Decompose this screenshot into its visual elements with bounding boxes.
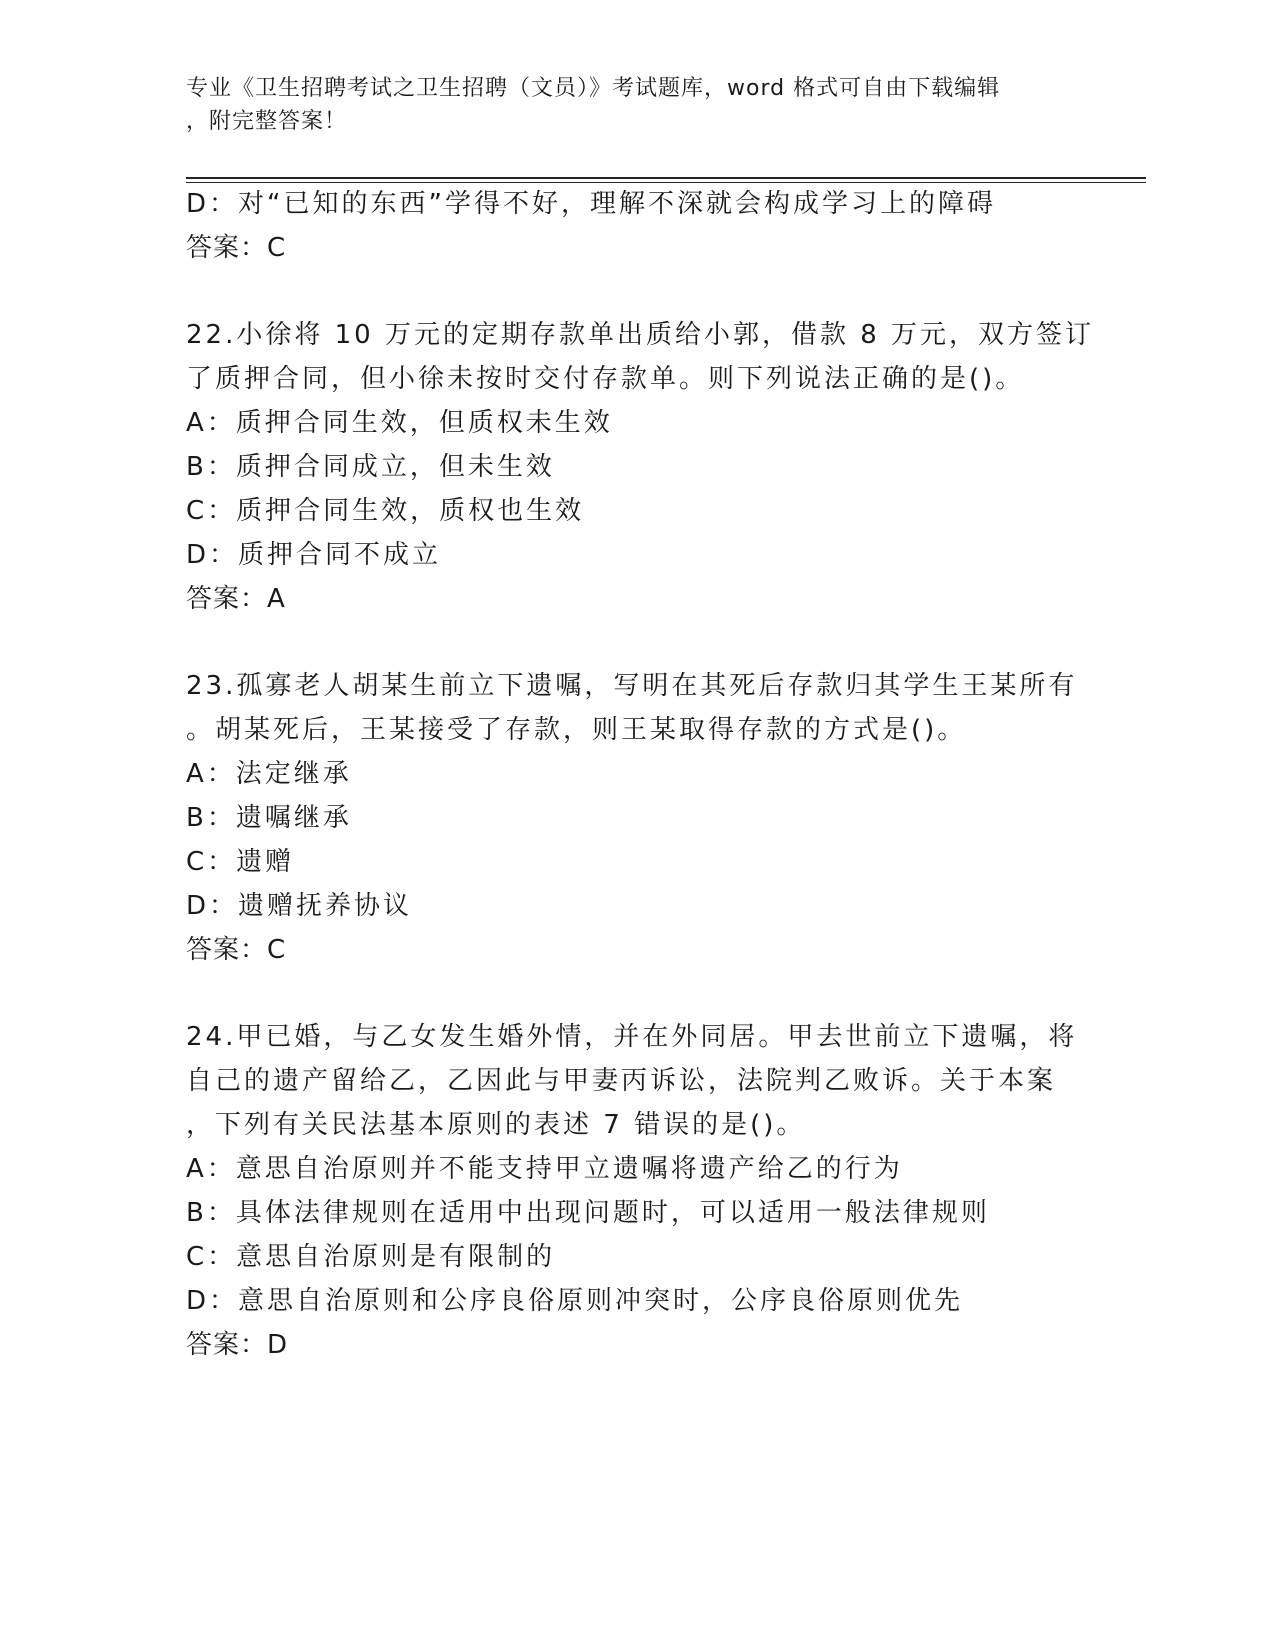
q24-stem-line-1: 24.甲已婚，与乙女发生婚外情，并在外同居。甲去世前立下遗嘱，将 <box>186 1022 1078 1052</box>
header-rule-thin <box>186 182 1146 183</box>
q22-stem-line-1: 22.小徐将 10 万元的定期存款单出质给小郭，借款 8 万元，双方签订 <box>186 320 1095 350</box>
header-line-1: 专业《卫生招聘考试之卫生招聘（文员）》考试题库，word 格式可自由下载编辑 <box>186 76 1001 101</box>
prev-option-d: D：对“已知的东西”学得不好，理解不深就会构成学习上的障碍 <box>186 189 996 219</box>
q22-option-d: D：质押合同不成立 <box>186 540 442 570</box>
header-line-2: ，附完整答案！ <box>186 109 348 134</box>
q22-option-a: A：质押合同生效，但质权未生效 <box>186 408 613 438</box>
header-rule-thick <box>186 177 1146 179</box>
prev-answer: 答案：C <box>186 233 287 263</box>
q24-stem-line-3: ，下列有关民法基本原则的表述 7 错误的是()。 <box>186 1110 806 1140</box>
q24-option-d: D：意思自治原则和公序良俗原则冲突时，公序良俗原则优先 <box>186 1286 964 1316</box>
q24-option-c: C：意思自治原则是有限制的 <box>186 1242 556 1272</box>
q23-option-d: D：遗赠抚养协议 <box>186 891 413 921</box>
q23-option-a: A：法定继承 <box>186 759 352 789</box>
q22-option-b: B：质押合同成立，但未生效 <box>186 452 555 482</box>
q23-option-b: B：遗嘱继承 <box>186 803 352 833</box>
q22-option-c: C：质押合同生效，质权也生效 <box>186 496 585 526</box>
q23-answer: 答案：C <box>186 935 287 965</box>
q24-stem-line-2: 自己的遗产留给乙，乙因此与甲妻丙诉讼，法院判乙败诉。关于本案 <box>186 1066 1057 1096</box>
q24-option-b: B：具体法律规则在适用中出现问题时，可以适用一般法律规则 <box>186 1198 990 1228</box>
q23-stem-line-2: 。胡某死后，王某接受了存款，则王某取得存款的方式是()。 <box>186 715 967 745</box>
q22-stem-line-2: 了质押合同，但小徐未按时交付存款单。则下列说法正确的是()。 <box>186 364 1025 394</box>
q23-stem-line-1: 23.孤寡老人胡某生前立下遗嘱，写明在其死后存款归其学生王某所有 <box>186 671 1078 701</box>
q22-answer: 答案：A <box>186 584 286 614</box>
q24-answer: 答案：D <box>186 1330 289 1360</box>
q23-option-c: C：遗赠 <box>186 847 295 877</box>
q24-option-a: A：意思自治原则并不能支持甲立遗嘱将遗产给乙的行为 <box>186 1154 903 1184</box>
document-header <box>186 72 1086 138</box>
